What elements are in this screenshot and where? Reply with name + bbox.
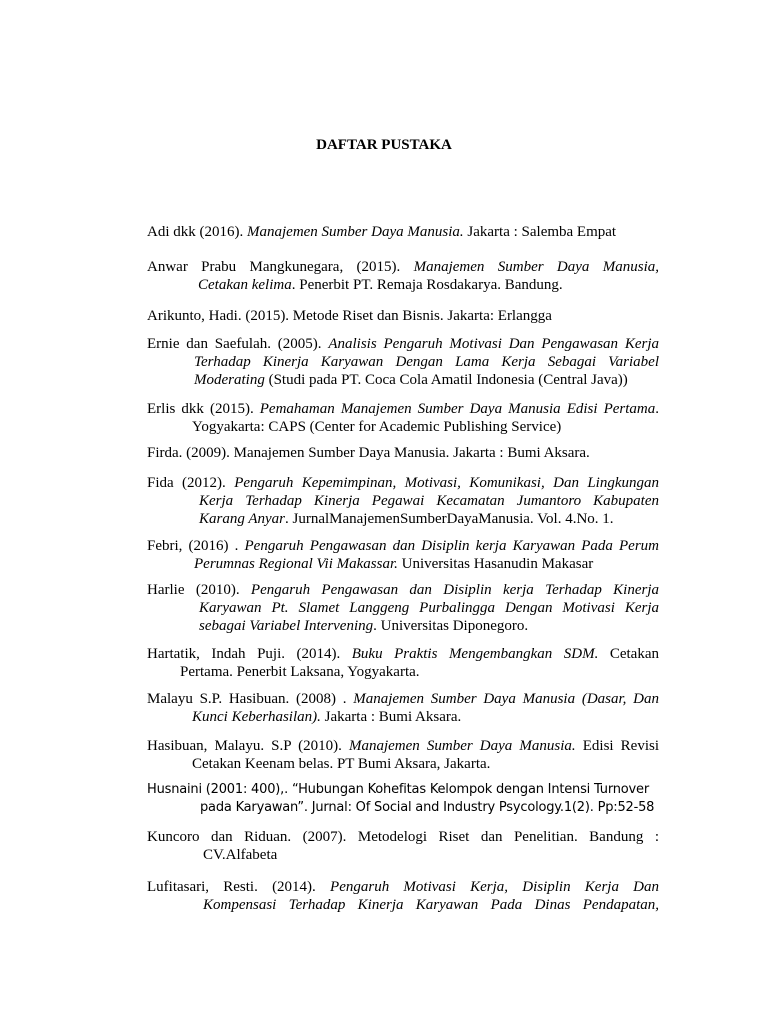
reference-entry: Anwar Prabu Mangkunegara, (2015). Manajemen Sumber Daya Manusia, Cetakan kelima. Penerbit PT. Remaja Rosdakarya. Bandung. (147, 259, 659, 293)
page-title: DAFTAR PUSTAKA (316, 137, 452, 153)
reference-entry: Hartatik, Indah Puji. (2014). Buku Praktis Mengembangkan SDM. Cetakan Pertama. Penerbit Laksana, Yogyakarta. (147, 646, 660, 680)
reference-entry: Erlis dkk (2015). Pemahaman Manajemen Sumber Daya Manusia Edisi Pertama. Yogyakarta: CAPS (Center for Academic Publishing Service) (147, 401, 659, 435)
reference-entry: Febri, (2016) . Pengaruh Pengawasan dan Disiplin kerja Karyawan Pada Perum Perumnas Regional Vii Makassar. Universitas Hasanudin Makasar (147, 538, 659, 572)
reference-entry: Adi dkk (2016). Manajemen Sumber Daya Manusia. Jakarta : Salemba Empat (147, 224, 617, 240)
reference-entry: Firda. (2009). Manajemen Sumber Daya Manusia. Jakarta : Bumi Aksara. (147, 445, 590, 461)
reference-entry: Fida (2012). Pengaruh Kepemimpinan, Motivasi, Komunikasi, Dan Lingkungan Kerja Terhadap Kinerja Pegawai Kecamatan Jumantoro Kabupaten Karang Anyar. JurnalManajemenSumberDayaManusia. Vol. 4.No. 1. (147, 475, 659, 527)
reference-entry: Husnaini (2001: 400),. “Hubungan Kohefitas Kelompok dengan Intensi Turnover pada Karyawan”. Jurnal: Of Social and Industry Psycology.1(2). Pp:52-58 (147, 782, 655, 815)
reference-entry: Ernie dan Saefulah. (2005). Analisis Pengaruh Motivasi Dan Pengawasan Kerja Terhadap Kinerja Karyawan Dengan Lama Kerja Sebagai Variabel Moderating (Studi pada PT. Coca Cola Amatil Indonesia (Central Java)) (147, 336, 660, 388)
reference-entry: Kuncoro dan Riduan. (2007). Metodelogi Riset dan Penelitian. Bandung : CV.Alfabeta (147, 829, 659, 863)
reference-entry: Arikunto, Hadi. (2015). Metode Riset dan Bisnis. Jakarta: Erlangga (147, 308, 552, 324)
reference-entry: Lufitasari, Resti. (2014). Pengaruh Motivasi Kerja, Disiplin Kerja Dan Kompensasi Terhadap Kinerja Karyawan Pada Dinas Pendapatan, (147, 879, 659, 913)
reference-entry: Malayu S.P. Hasibuan. (2008) . Manajemen Sumber Daya Manusia (Dasar, Dan Kunci Keberhasilan). Jakarta : Bumi Aksara. (147, 691, 659, 725)
reference-entry: Harlie (2010). Pengaruh Pengawasan dan Disiplin kerja Terhadap Kinerja Karyawan Pt. Slamet Langgeng Purbalingga Dengan Motivasi Kerja sebagai Variabel Intervening. Universitas Diponegoro. (147, 582, 660, 634)
reference-entry: Hasibuan, Malayu. S.P (2010). Manajemen Sumber Daya Manusia. Edisi Revisi Cetakan Keenam belas. PT Bumi Aksara, Jakarta. (147, 738, 659, 772)
